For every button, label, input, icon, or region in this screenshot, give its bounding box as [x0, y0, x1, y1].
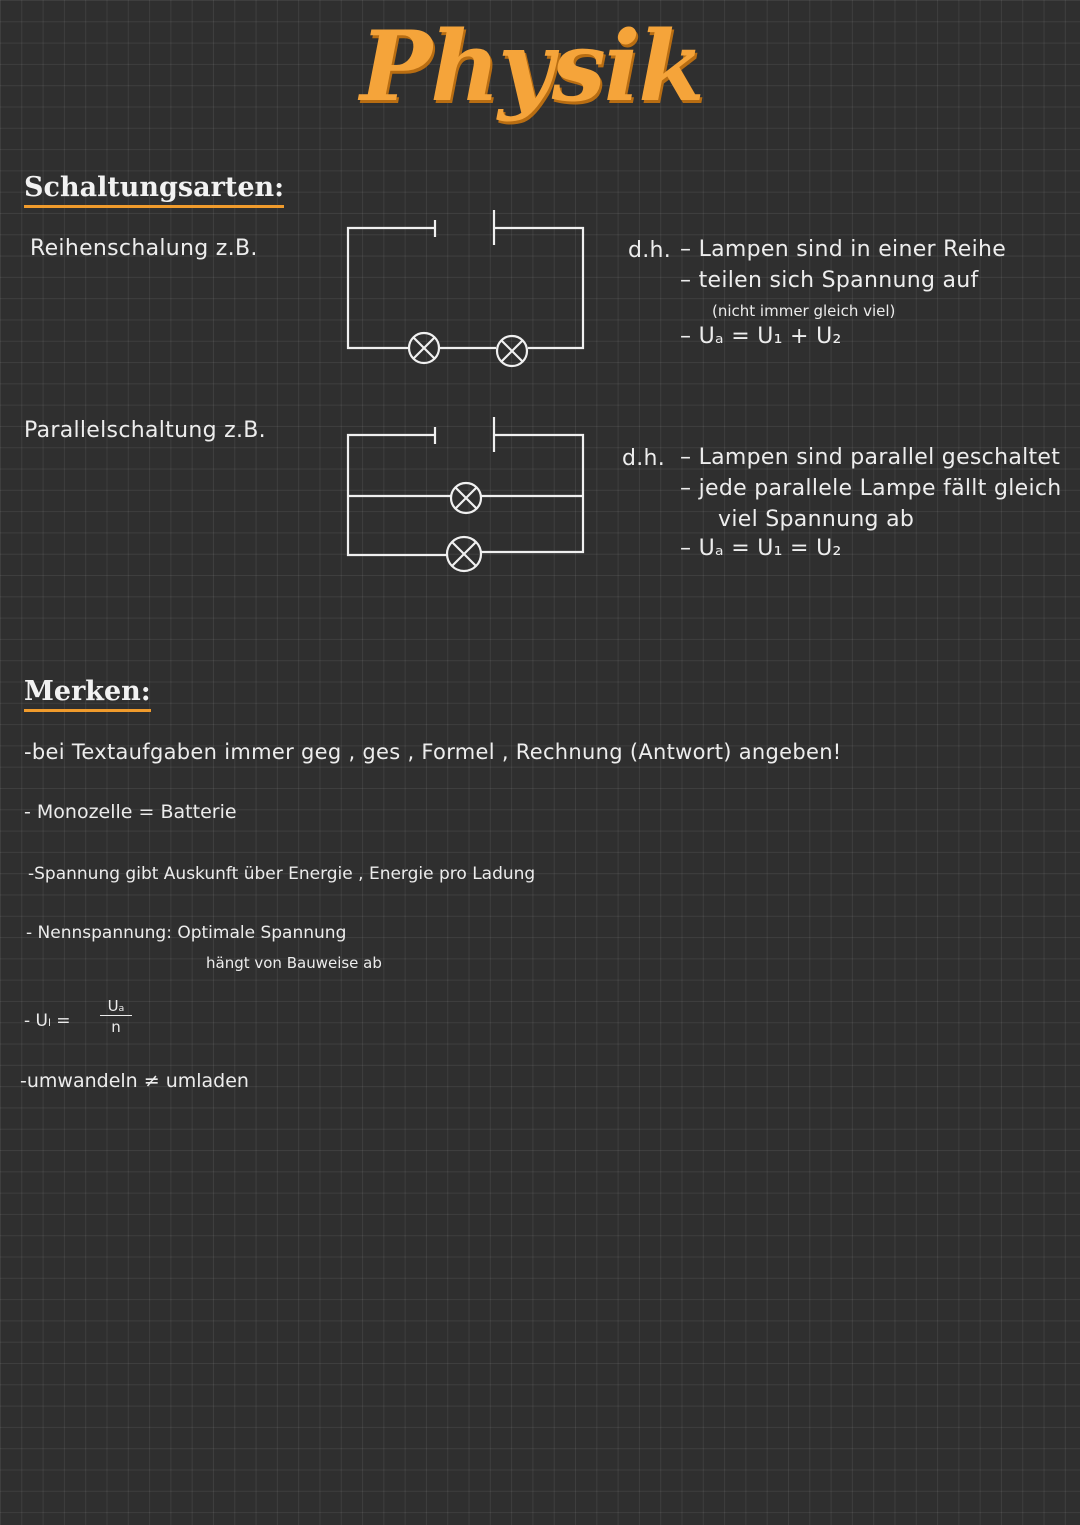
merken-formula-denominator: n — [111, 1018, 121, 1036]
series-notes-prefix: d.h. — [628, 238, 672, 263]
parallel-notes-prefix: d.h. — [622, 446, 666, 471]
series-circuit-diagram — [340, 205, 590, 370]
parallel-note-3: viel Spannung ab — [718, 507, 915, 532]
merken-item-umwandeln: -umwandeln ≠ umladen — [20, 1070, 249, 1092]
parallel-formula: – Uₐ = U₁ = U₂ — [680, 536, 842, 561]
merken-formula-numerator: Uₐ — [100, 997, 132, 1016]
parallel-note-2: – jede parallele Lampe fällt gleich — [680, 476, 1062, 501]
merken-item-nennspannung-detail: hängt von Bauweise ab — [206, 954, 382, 972]
merken-item-textaufgaben: -bei Textaufgaben immer geg , ges , Formel , Rechnung (Antwort) angeben! — [24, 740, 842, 764]
series-circuit-label: Reihenschalung z.B. — [30, 236, 258, 261]
section-heading-schaltungsarten: Schaltungsarten: — [24, 172, 284, 208]
merken-item-nennspannung: - Nennspannung: Optimale Spannung — [26, 923, 347, 943]
parallel-circuit-label: Parallelschaltung z.B. — [24, 418, 266, 443]
series-note-2: – teilen sich Spannung auf — [680, 268, 979, 293]
series-note-1: – Lampen sind in einer Reihe — [680, 237, 1007, 262]
page-title: Physik — [360, 10, 703, 123]
parallel-circuit-diagram — [340, 412, 590, 577]
merken-item-spannung: -Spannung gibt Auskunft über Energie , Energie pro Ladung — [28, 864, 536, 884]
merken-item-monozelle: - Monozelle = Batterie — [24, 801, 237, 823]
series-formula: – Uₐ = U₁ + U₂ — [680, 324, 842, 349]
parallel-note-1: – Lampen sind parallel geschaltet — [680, 445, 1061, 470]
merken-formula-ul: - Uₗ = — [24, 1011, 71, 1031]
series-note-3: (nicht immer gleich viel) — [712, 302, 896, 320]
section-heading-merken: Merken: — [24, 676, 151, 712]
